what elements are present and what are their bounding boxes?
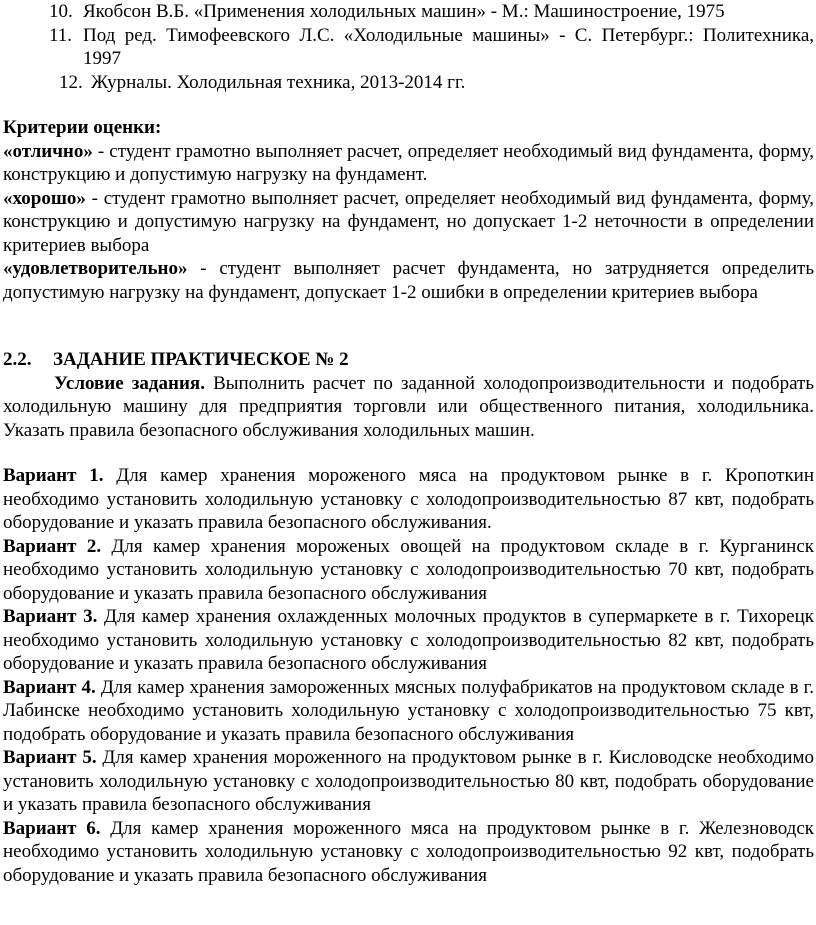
task-condition [3,372,814,443]
reference-item [3,71,814,95]
variants-list [3,464,814,887]
reference-item [3,24,814,71]
reference-text: Якобсон В.Б. «Применения холодильных машин» - М.: Машиностроение, 1975 [83,1,725,22]
grade-text: - студент грамотно выполняет расчет, определяет необходимый вид фундамента, форму, конструкцию и допустимую нагрузку на фундамент, но допускает 1-2 неточности в определении критериев выбора [3,187,814,256]
reference-number: 10. [49,1,73,22]
criteria-title: Критерии оценки: [3,117,162,138]
variant-item [3,676,814,747]
criteria-item [3,187,814,258]
variant-label: Вариант 6. [3,817,101,839]
variant-label: Вариант 3. [3,606,98,627]
section-heading [3,348,814,372]
grade-text: - студент грамотно выполняет расчет, определяет необходимый вид фундамента, форму, конструкцию и допустимую нагрузку на фундамент. [3,140,814,185]
variant-text: Для камер хранения мороженного мяса на продуктовом рынке в г. Железноводск необходимо установить холодильную установку с холодопроизводительностью 92 квт, подобрать оборудование и указать правила безопасного обслуживания [3,817,815,886]
variant-text: Для камер хранения мороженого мяса на продуктовом рынке в г. Кропоткин необходимо установить холодильную установку с холодопроизводительностью 87 квт, подобрать оборудование и указать правила безопасного обслуживания. [3,465,815,533]
variant-label: Вариант 1. [3,465,104,486]
reference-number: 12. [59,71,83,93]
criteria-item [3,257,814,304]
reference-list [3,0,814,94]
variant-label: Вариант 4. [3,676,96,698]
variant-text: Для камер хранения мороженного на продуктовом рынке в г. Кисловодске необходимо установить холодильную установку с холодопроизводительностью 80 квт, подобрать оборудование и указать правила безопасного обслуживания [3,747,814,815]
variant-item [3,817,814,888]
variant-item [3,535,814,606]
condition-label: Условие задания. [54,372,205,394]
grade-text: - студент выполняет расчет фундамента, но затрудняется определить допустимую нагрузку на фундамент, допускает 1-2 ошибки в определении критериев выбора [3,258,814,303]
criteria-block [3,116,814,304]
section-title: ЗАДАНИЕ ПРАКТИЧЕСКОЕ № 2 [53,349,349,370]
reference-text: Журналы. Холодильная техника, 2013-2014 гг. [91,71,466,93]
document-page [3,0,814,887]
reference-item [3,0,814,24]
criteria-item [3,140,814,187]
variant-text: Для камер хранения мороженых овощей на продуктовом складе в г. Курганинск необходимо установить холодильную установку с холодопроизводительностью 70 квт, подобрать оборудование и указать правила безопасного обслуживания [3,535,815,604]
section-number: 2.2. [3,349,32,370]
grade-label: «удовлетворительно» [3,258,188,279]
variant-label: Вариант 2. [3,535,102,557]
variant-item [3,605,814,676]
variant-text: Для камер хранения замороженных мясных полуфабрикатов на продуктовом складе в г. Лабинске необходимо установить холодильную установку с холодопроизводительностью 75 квт, подобрать оборудование и указать правила безопасного обслуживания [3,676,814,745]
reference-number: 11. [49,24,73,46]
grade-label: «хорошо» [3,187,86,209]
variant-item [3,746,814,817]
condition-text: Выполнить расчет по заданной холодопроизводительности и подобрать холодильную машину для предприятия торговли или общественного питания, холодильника. Указать правила безопасного обслуживания холодильных машин. [3,372,815,441]
variant-label: Вариант 5. [3,747,97,768]
grade-label: «отлично» [3,140,93,162]
variant-item [3,464,814,535]
section-block [3,348,814,442]
reference-text: Под ред. Тимофеевского Л.С. «Холодильные машины» - С. Петербург.: Политехника, 1997 [83,24,814,69]
variant-text: Для камер хранения охлажденных молочных продуктов в супермаркете в г. Тихорецк необходимо установить холодильную установку с холодопроизводительностью 82 квт, подобрать оборудование и указать правила безопасного обслуживания [3,606,814,674]
